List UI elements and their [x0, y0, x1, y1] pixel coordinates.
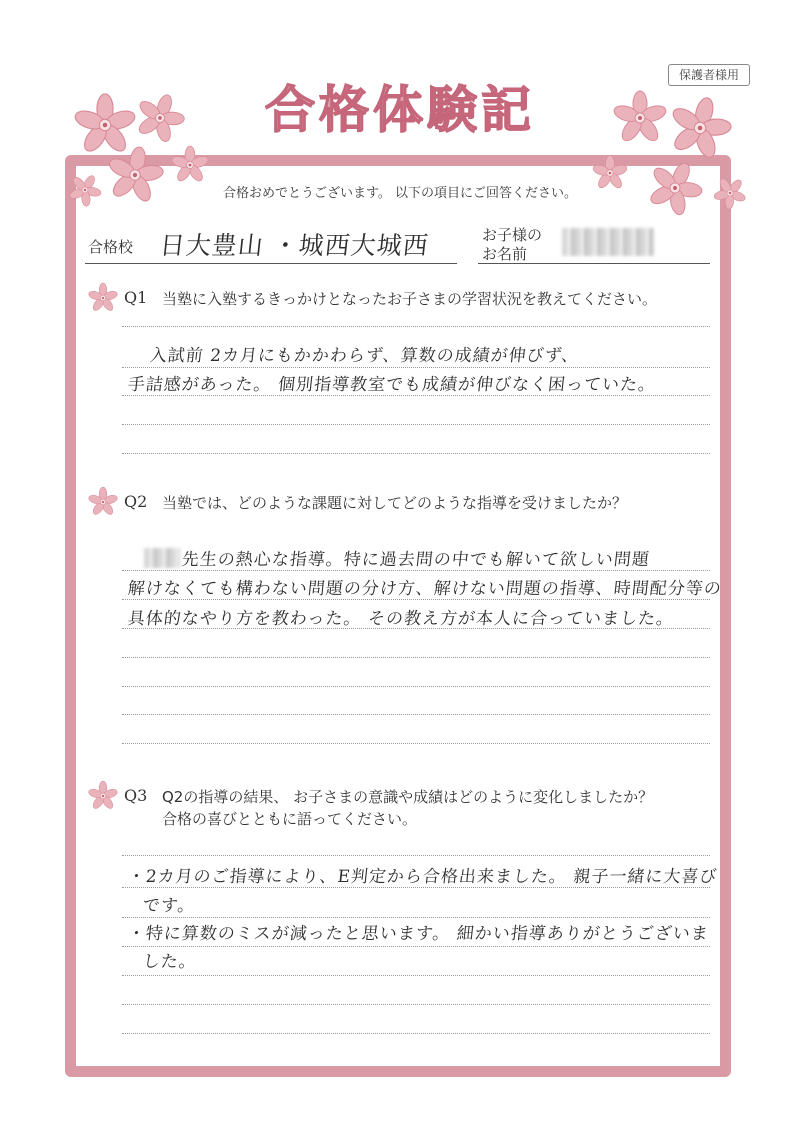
q3-number: Q3: [124, 786, 148, 805]
q1-rule: [122, 326, 710, 327]
redacted-child-name: [562, 228, 654, 256]
q3-answer-line: した。: [141, 952, 198, 972]
q1-rule: [122, 453, 710, 454]
q3-answer-line: ・2カ月のご指導により、E判定から合格出来ました。 親子一緒に大喜び: [126, 867, 719, 887]
q2-text: 当塾では、どのような課題に対してどのような指導を受けましたか？: [162, 494, 628, 512]
q2-number: Q2: [124, 492, 148, 511]
q3-answer-line: ・特に算数のミスが減ったと思います。 細かい指導ありがとうございま: [126, 924, 710, 944]
q1-rule: [122, 367, 710, 368]
q2-rule: [122, 743, 710, 744]
q2-rule: [122, 599, 710, 600]
q2-answer-line: 具体的なやり方を教わった。 その教え方が本人に合っていました。: [126, 609, 676, 629]
q2-rule: [122, 657, 710, 658]
q1-text: 当塾に入塾するきっかけとなったお子さまの学習状況を教えてください。: [162, 290, 658, 308]
q2-rule: [122, 686, 710, 687]
child-label-line1: お子様の: [482, 226, 543, 244]
child-label-line2: お名前: [482, 245, 528, 263]
page-title: 合格体験記: [265, 81, 535, 139]
q1-flower-icon: [85, 280, 121, 316]
q2-rule: [122, 570, 710, 571]
audience-badge: 保護者様用: [668, 64, 750, 86]
q1-number: Q1: [124, 288, 148, 307]
q1-rule: [122, 424, 710, 425]
q3-rule: [122, 975, 710, 976]
child-name-underline: [478, 263, 710, 264]
q2-rule: [122, 714, 710, 715]
q1-answer-line: 手詰感があった。 個別指導教室でも成績が伸びなく困っていた。: [126, 375, 658, 395]
q3-rule: [122, 1004, 710, 1005]
school-label: 合格校: [88, 238, 134, 256]
q1-rule: [122, 395, 710, 396]
q2-answer-line: 解けなくても構わない問題の分け方、解けない問題の指導、時間配分等の: [126, 579, 723, 599]
q3-rule: [122, 917, 710, 918]
q2-answer-line: 先生の熱心な指導。特に過去問の中でも解いて欲しい問題: [180, 550, 651, 570]
intro-text: 合格おめでとうございます。 以下の項目にご回答ください。: [222, 186, 578, 201]
q3-text-line2: 合格の喜びとともに語ってください。: [162, 810, 418, 828]
q3-rule: [122, 946, 710, 947]
school-underline: [85, 263, 457, 264]
q3-flower-icon: [85, 778, 121, 814]
q3-rule: [122, 855, 710, 856]
q3-rule: [122, 887, 710, 888]
q3-rule: [122, 1033, 710, 1034]
q2-flower-icon: [85, 484, 121, 520]
school-answer: 日大豊山 ・城西大城西: [158, 231, 431, 260]
q1-answer-line: 入試前 2カ月にもかかわらず、算数の成績が伸びず、: [148, 346, 581, 366]
q3-text-line1: Q2の指導の結果、 お子さまの意識や成績はどのように変化しましたか？: [162, 788, 654, 806]
redacted-teacher-name: [144, 548, 180, 568]
q3-answer-line: です。: [141, 896, 197, 916]
